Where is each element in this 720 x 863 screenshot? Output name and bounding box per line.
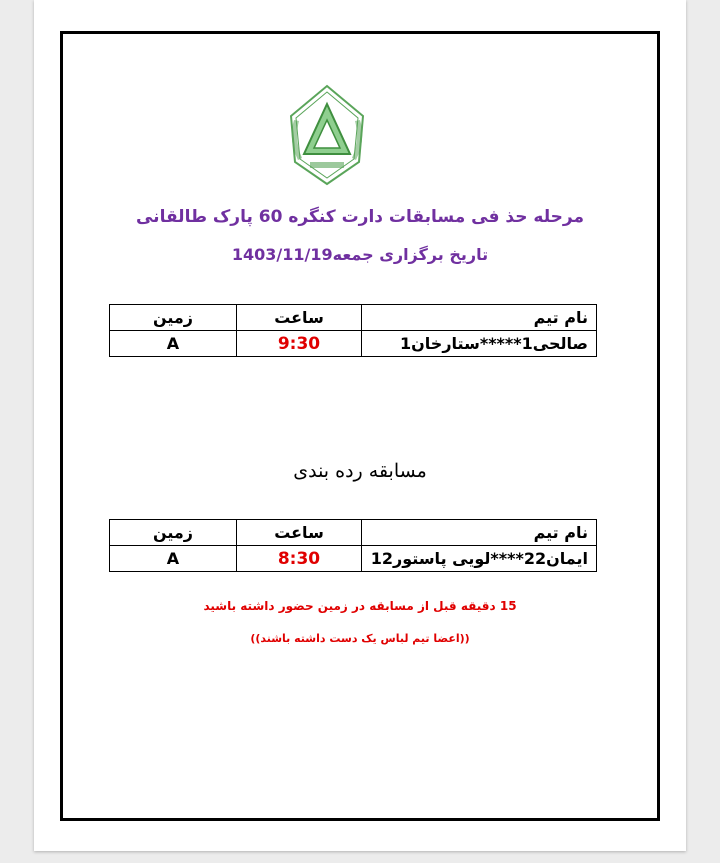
tournament-date: تاریخ برگزاری جمعه1403/11/19	[231, 245, 489, 264]
ranking-match-heading: مسابقه رده بندی	[293, 460, 427, 482]
team-cell: صالحی1*****ستارخان1	[362, 331, 597, 357]
team-cell: ایمان22****لویی پاستور12	[362, 546, 597, 572]
table-header-row	[110, 520, 597, 546]
team-column-header: نام تیم	[362, 305, 597, 331]
team-column-header: نام تیم	[362, 520, 597, 546]
field-cell: A	[110, 331, 237, 357]
time-cell: 8:30	[237, 546, 362, 572]
elimination-schedule-table	[109, 304, 597, 357]
uniform-note: ((اعضا تیم لباس یک دست داشته باشند))	[250, 632, 470, 645]
time-column-header: ساعت	[237, 520, 362, 546]
time-cell: 9:30	[237, 331, 362, 357]
field-cell: A	[110, 546, 237, 572]
ranking-schedule-table	[109, 519, 597, 572]
field-column-header: زمین	[110, 305, 237, 331]
field-column-header: زمین	[110, 520, 237, 546]
tournament-title: مرحله حذ فی مسابقات دارت کنگره 60 پارک طالقانی	[135, 207, 584, 227]
arrival-note: 15 دقیقه قبل از مسابقه در زمین حضور داشته باشید	[203, 599, 517, 613]
table-header-row	[110, 305, 597, 331]
congress-60-triangle-emblem-icon	[284, 80, 370, 192]
time-column-header: ساعت	[237, 305, 362, 331]
table-row	[110, 546, 597, 572]
table-row	[110, 331, 597, 357]
